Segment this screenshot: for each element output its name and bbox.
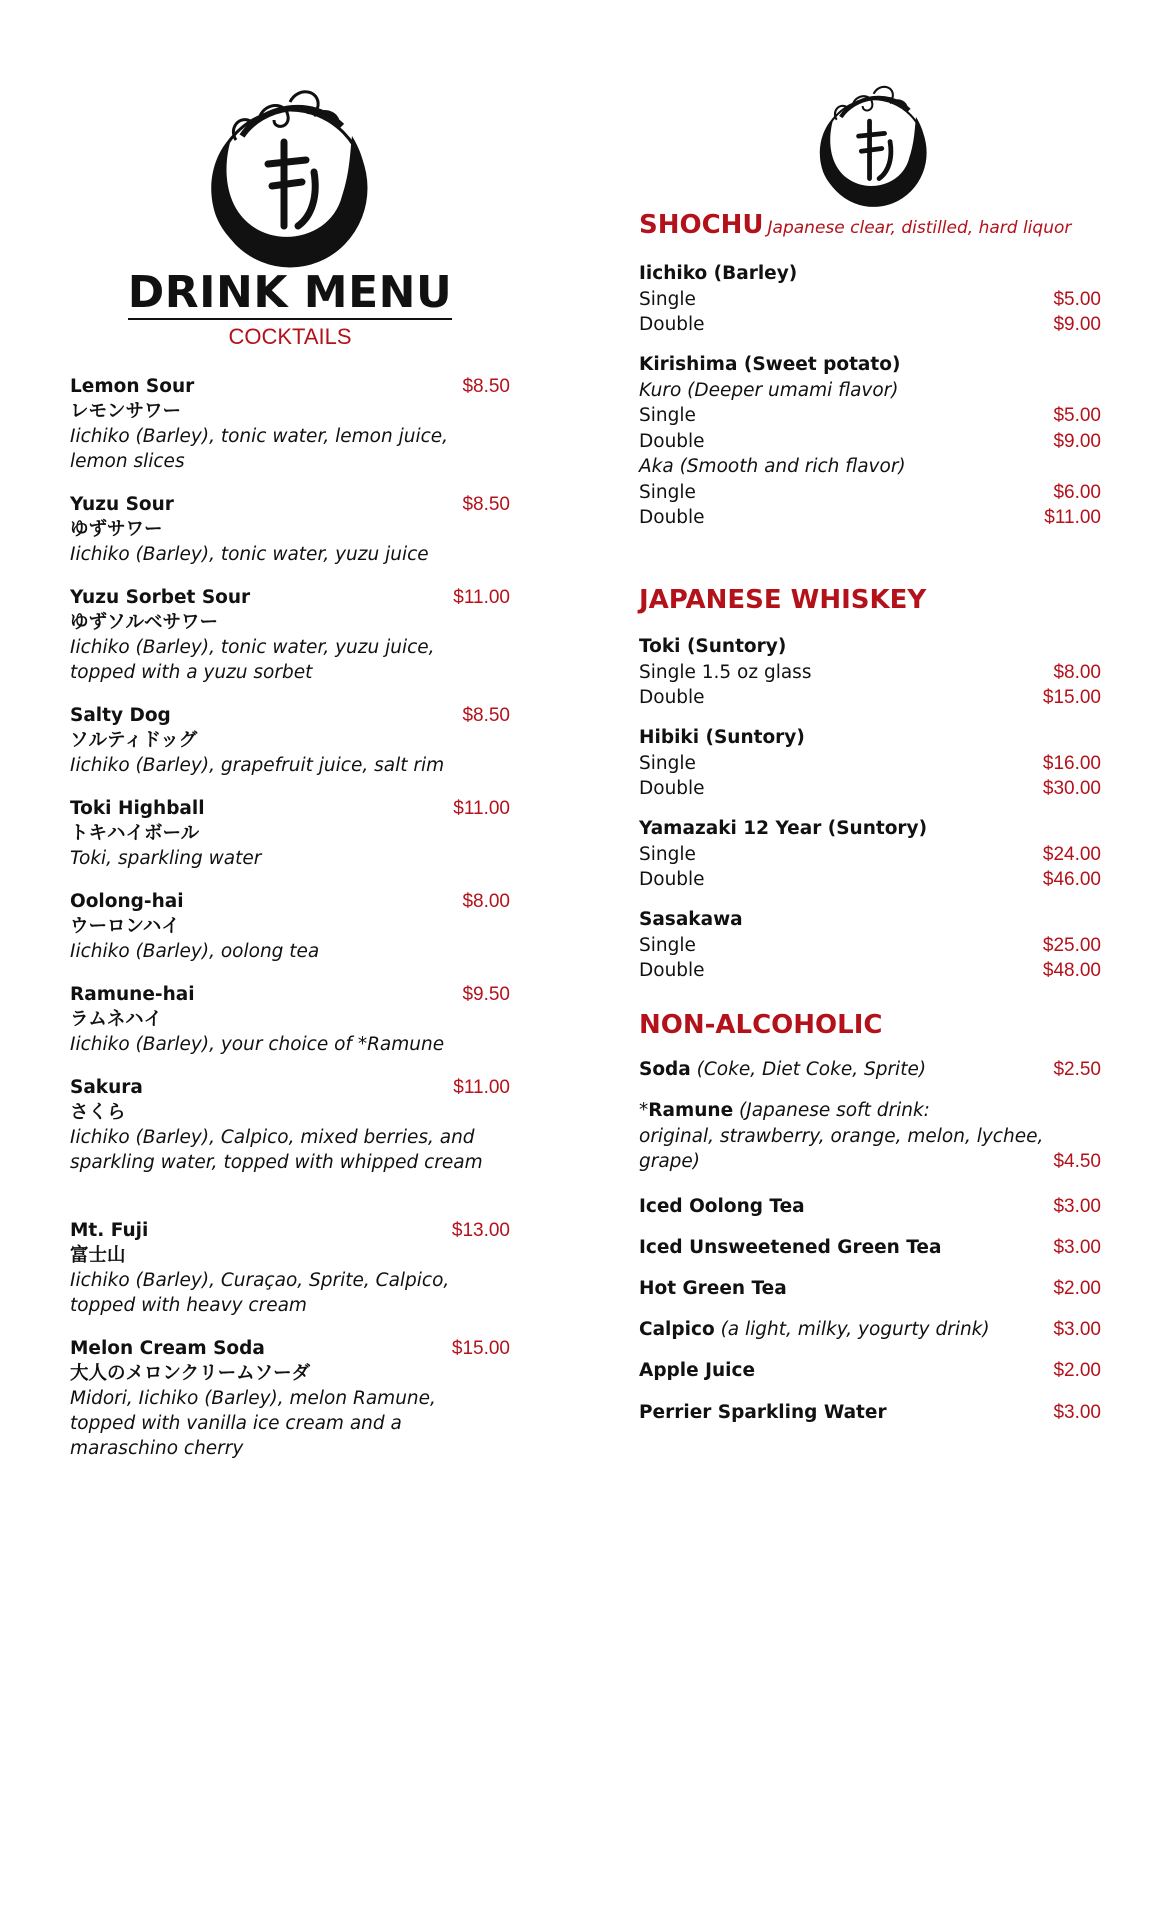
item-price: $4.50 xyxy=(1053,1151,1101,1172)
item-price: $3.00 xyxy=(1053,1402,1101,1423)
item-name: Lemon Sour xyxy=(70,376,195,397)
size-label: Double xyxy=(639,778,705,799)
item-price: $25.00 xyxy=(1042,934,1101,956)
item-name: Salty Dog xyxy=(70,705,171,726)
item-price: $15.00 xyxy=(1042,687,1101,708)
whiskey-item xyxy=(639,725,1101,802)
item-price: $3.00 xyxy=(1053,1196,1101,1217)
item-name: Kirishima (Sweet potato) xyxy=(639,354,901,375)
shochu-iichiko xyxy=(639,261,1101,338)
page-title: DRINK MENU xyxy=(127,267,453,318)
section-title-nonalcoholic: NON-ALCOHOLIC xyxy=(639,1010,883,1040)
item-name: Calpico xyxy=(639,1319,715,1340)
item-price: $11.00 xyxy=(453,798,510,819)
size-label: Single xyxy=(639,934,696,956)
item-jp-name: ウーロンハイ xyxy=(70,916,180,937)
item-price: $2.00 xyxy=(1053,1278,1101,1299)
item-jp-name: ソルティドッグ xyxy=(70,730,198,751)
size-label: Single xyxy=(639,481,696,503)
item-note: (Coke, Diet Coke, Sprite) xyxy=(696,1059,927,1080)
variant-label: Aka (Smooth and rich flavor) xyxy=(639,456,906,477)
cocktail-item xyxy=(70,374,510,474)
item-price: $2.50 xyxy=(1053,1059,1101,1080)
item-jp-name: ゆずソルベサワー xyxy=(70,612,219,633)
brand-logo-small xyxy=(812,76,938,210)
size-label: Single xyxy=(639,752,696,774)
cocktail-item xyxy=(70,796,510,871)
item-price: $8.50 xyxy=(462,494,510,515)
item-name: Mt. Fuji xyxy=(70,1220,149,1241)
item-name: Iichiko (Barley) xyxy=(639,263,798,284)
item-price: $3.00 xyxy=(1053,1237,1101,1258)
item-name: Sasakawa xyxy=(639,909,743,930)
size-label: Double xyxy=(639,869,705,890)
item-name: Toki Highball xyxy=(70,798,205,819)
cocktail-item xyxy=(70,1218,510,1318)
item-price: $48.00 xyxy=(1042,960,1101,981)
size-label: Double xyxy=(639,687,705,708)
item-price: $15.00 xyxy=(451,1338,510,1359)
item-name: Soda xyxy=(639,1059,691,1080)
item-jp-name: レモンサワー xyxy=(70,401,182,422)
size-label: Double xyxy=(639,960,705,981)
item-note: original, strawberry, orange, melon, lychee, xyxy=(639,1125,1044,1147)
item-note: grape) xyxy=(639,1151,701,1172)
item-description: Iichiko (Barley), oolong tea xyxy=(70,941,320,962)
item-price: $9.00 xyxy=(1053,430,1101,452)
item-name: Oolong-hai xyxy=(70,891,184,912)
cocktail-item xyxy=(70,1336,510,1461)
cocktail-item xyxy=(70,585,510,685)
brand-logo xyxy=(202,76,382,272)
menu-header xyxy=(70,268,510,350)
nonalc-ramune xyxy=(639,1098,1101,1175)
cocktail-item xyxy=(70,889,510,964)
item-price: $5.00 xyxy=(1053,405,1101,426)
section-title: SHOCHU xyxy=(639,210,764,240)
item-name: Hibiki (Suntory) xyxy=(639,727,805,748)
cocktail-item xyxy=(70,703,510,778)
item-name: Yuzu Sorbet Sour xyxy=(70,587,251,608)
item-jp-name: 大人のメロンクリームソーダ xyxy=(70,1363,311,1384)
nonalc-oolong xyxy=(639,1194,1101,1220)
item-price: $30.00 xyxy=(1042,778,1101,799)
cocktail-item xyxy=(70,1075,510,1175)
item-name: Toki (Suntory) xyxy=(639,636,787,657)
item-price: $13.00 xyxy=(451,1220,510,1241)
whiskey-item xyxy=(639,634,1101,711)
item-description: Midori, Iichiko (Barley), melon Ramune, topped with vanilla ice cream and a maraschino cherry xyxy=(70,1388,436,1459)
item-name: Sakura xyxy=(70,1077,143,1098)
item-name: Iced Oolong Tea xyxy=(639,1196,805,1217)
item-description: Iichiko (Barley), tonic water, lemon juice, lemon slices xyxy=(70,426,449,472)
item-name: Melon Cream Soda xyxy=(70,1338,265,1359)
nonalc-apple-juice xyxy=(639,1358,1101,1384)
page-subtitle: COCKTAILS xyxy=(228,324,352,349)
item-price: $8.50 xyxy=(462,376,510,397)
size-label: Single xyxy=(639,288,696,310)
item-description: Iichiko (Barley), your choice of *Ramune xyxy=(70,1034,445,1055)
nonalc-calpico xyxy=(639,1317,1101,1343)
cocktail-item xyxy=(70,492,510,567)
item-name: Yuzu Sour xyxy=(70,494,174,515)
nonalc-hot-green-tea xyxy=(639,1276,1101,1302)
item-price: $3.00 xyxy=(1053,1319,1101,1340)
whiskey-item xyxy=(639,907,1101,984)
item-description: Iichiko (Barley), Curaçao, Sprite, Calpico, topped with heavy cream xyxy=(70,1270,450,1316)
size-label: Single 1.5 oz glass xyxy=(639,661,812,683)
nonalc-soda xyxy=(639,1057,1101,1083)
item-note: * xyxy=(639,1100,649,1121)
size-label: Double xyxy=(639,314,705,335)
item-price: $11.00 xyxy=(453,1077,510,1098)
item-name: Hot Green Tea xyxy=(639,1278,787,1299)
item-price: $16.00 xyxy=(1042,752,1101,774)
item-price: $2.00 xyxy=(1053,1360,1101,1381)
shochu-kirishima xyxy=(639,352,1101,531)
item-price: $11.00 xyxy=(1044,507,1101,528)
size-label: Single xyxy=(639,405,696,426)
size-label: Double xyxy=(639,507,705,528)
item-jp-name: 富士山 xyxy=(70,1245,126,1266)
size-label: Single xyxy=(639,843,696,865)
item-name: Ramune xyxy=(648,1100,734,1121)
variant-label: Kuro (Deeper umami flavor) xyxy=(639,379,899,401)
item-jp-name: ラムネハイ xyxy=(70,1009,163,1030)
item-name: Yamazaki 12 Year (Suntory) xyxy=(639,818,928,839)
item-description: Iichiko (Barley), grapefruit juice, salt rim xyxy=(70,755,445,776)
item-note: (Japanese soft drink: xyxy=(739,1100,930,1121)
nonalc-green-tea xyxy=(639,1235,1101,1261)
section-note: Japanese clear, distilled, hard liquor xyxy=(767,218,1072,238)
item-price: $9.00 xyxy=(1053,314,1101,335)
cocktail-item xyxy=(70,982,510,1057)
size-label: Double xyxy=(639,430,705,452)
whiskey-item xyxy=(639,816,1101,893)
item-description: Iichiko (Barley), tonic water, yuzu juice, topped with a yuzu sorbet xyxy=(70,637,435,683)
item-jp-name: さくら xyxy=(70,1102,126,1123)
item-price: $9.50 xyxy=(462,984,510,1005)
item-name: Iced Unsweetened Green Tea xyxy=(639,1237,942,1258)
item-price: $5.00 xyxy=(1053,288,1101,310)
item-name: Apple Juice xyxy=(639,1360,756,1381)
item-name: Ramune-hai xyxy=(70,984,195,1005)
item-jp-name: トキハイボール xyxy=(70,823,200,844)
item-price: $8.50 xyxy=(462,705,510,726)
item-jp-name: ゆずサワー xyxy=(70,519,163,540)
item-description: Iichiko (Barley), tonic water, yuzu juice xyxy=(70,544,429,565)
item-price: $6.00 xyxy=(1053,481,1101,503)
item-description: Iichiko (Barley), Calpico, mixed berries, and sparkling water, topped with whipped cream xyxy=(70,1127,483,1173)
item-price: $24.00 xyxy=(1042,843,1101,865)
item-price: $11.00 xyxy=(453,587,510,608)
item-price: $8.00 xyxy=(1053,661,1101,683)
section-title-whiskey: JAPANESE WHISKEY xyxy=(639,585,927,615)
item-price: $46.00 xyxy=(1042,869,1101,890)
item-note: (a light, milky, yogurty drink) xyxy=(720,1319,990,1340)
item-description: Toki, sparkling water xyxy=(70,848,262,869)
item-name: Perrier Sparkling Water xyxy=(639,1402,887,1423)
section-title-shochu xyxy=(639,210,1071,240)
nonalc-perrier xyxy=(639,1400,1101,1426)
item-price: $8.00 xyxy=(462,891,510,912)
